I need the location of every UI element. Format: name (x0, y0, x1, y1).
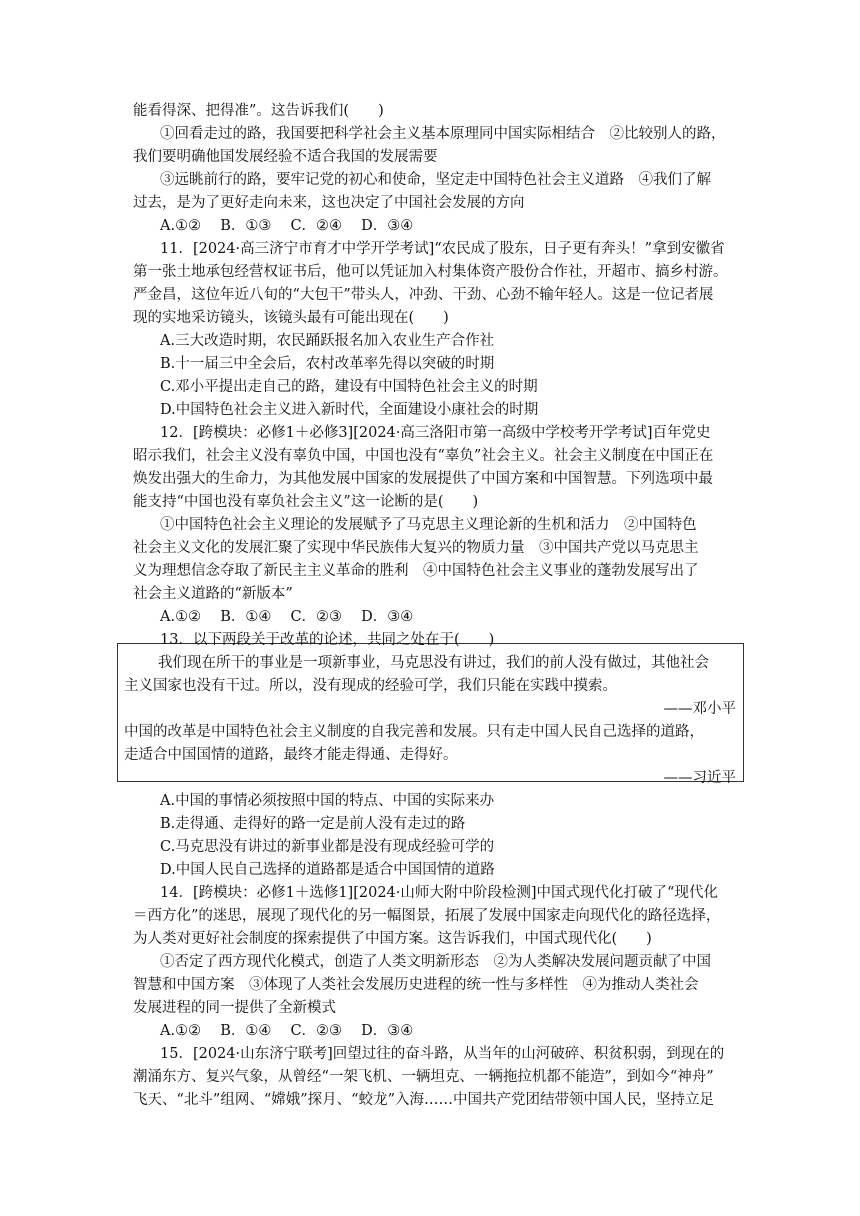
text-line: 主义国家也没有干过。所以，没有现成的经验可学，我们只能在实践中摸索。 (124, 678, 617, 694)
text-line: 现的实地采访镜头，该镜头最有可能出现在( ) (133, 310, 449, 326)
text-line: D.中国特色社会主义进入新时代，全面建设小康社会的时期 (160, 402, 539, 418)
text-line: 能看得深、把得准”。这告诉我们( ) (133, 103, 384, 119)
text-line: 13．以下两段关于改革的论述，共同之处在于( ) (160, 632, 495, 648)
text-line: ①中国特色社会主义理论的发展赋予了马克思主义理论新的生机和活力 ②中国特色 (160, 517, 697, 533)
text-line: 飞天、“北斗”组网、“嫦娥”探月、“蛟龙”入海……中国共产党团结带领中国人民，坚持立足 (133, 1092, 714, 1108)
text-line: 焕发出强大的生命力，为其他发展中国家的发展提供了中国方案和中国智慧。下列选项中最 (133, 471, 713, 487)
text-line: 昭示我们，社会主义没有辜负中国，中国也没有“辜负”社会主义。社会主义制度在中国正在 (133, 448, 714, 464)
text-line: 为人类对更好社会制度的探索提供了中国方案。这告诉我们，中国式现代化( ) (133, 931, 652, 947)
text-line: 过去，是为了更好走向未来，这也决定了中国社会发展的方向 (133, 195, 525, 211)
text-line: B.走得通、走得好的路一定是前人没有走过的路 (160, 816, 466, 832)
text-line: D.中国人民自己选择的道路都是适合中国国情的道路 (160, 862, 495, 878)
text-line: C.邓小平提出走自己的路，建设有中国特色社会主义的时期 (160, 379, 538, 395)
text-line: 走适合中国国情的道路，最终才能走得通、走得好。 (124, 747, 458, 763)
text-line: ——邓小平 (663, 701, 736, 717)
text-line: ——习近平 (663, 770, 736, 786)
text-line: 社会主义道路的“新版本” (133, 586, 293, 602)
text-line: A.①② B．①③ C．②④ D．③④ (160, 218, 414, 234)
text-line: 发展进程的同一提供了全新模式 (133, 1000, 336, 1016)
text-line: 社会主义文化的发展汇聚了实现中华民族伟大复兴的物质力量 ③中国共产党以马克思主 (133, 540, 699, 556)
text-line: 第一张土地承包经营权证书后，他可以凭证加入村集体资产股份合作社，开超市、搞乡村游。 (133, 264, 728, 280)
text-line: 我们要明确他国发展经验不适合我国的发展需要 (133, 149, 438, 165)
text-line: C.马克思没有讲过的新事业都是没有现成经验可学的 (160, 839, 495, 855)
text-line: 智慧和中国方案 ③体现了人类社会发展历史进程的统一性与多样性 ④为推动人类社会 (133, 977, 699, 993)
text-line: ①回看走过的路，我国要把科学社会主义基本原理同中国实际相结合 ②比较别人的路， (160, 126, 726, 142)
text-line: A.三大改造时期，农民踊跃报名加入农业生产合作社 (160, 333, 495, 349)
text-line: A.中国的事情必须按照中国的特点、中国的实际来办 (160, 793, 495, 809)
text-line: 严金昌，这位年近八旬的“大包干”带头人，冲劲、干劲、心劲不输年轻人。这是一位记者展 (133, 287, 714, 303)
text-line: ＝西方化”的迷思，展现了现代化的另一幅图景，拓展了发展中国家走向现代化的路径选择， (133, 908, 721, 924)
text-line: 义为理想信念夺取了新民主主义革命的胜利 ④中国特色社会主义事业的蓬勃发展写出了 (133, 563, 699, 579)
text-line: 12．[跨模块：必修1＋必修3][2024·高三洛阳市第一高级中学校考开学考试]百年党史 (160, 425, 711, 441)
text-line: A.①② B．①④ C．②③ D．③④ (160, 609, 414, 625)
text-line: 中国的改革是中国特色社会主义制度的自我完善和发展。只有走中国人民自己选择的道路， (124, 724, 704, 740)
text-line: A.①② B．①④ C．②③ D．③④ (160, 1023, 414, 1039)
text-line: 潮涌东方、复兴气象，从曾经“一架飞机、一辆坦克、一辆拖拉机都不能造”，到如今“神舟” (133, 1069, 714, 1085)
text-line: 能支持“中国也没有辜负社会主义”这一论断的是( ) (133, 494, 479, 510)
text-line: 11．[2024·高三济宁市育才中学开学考试]“农民成了股东，日子更有奔头！”拿到安徽省 (160, 241, 725, 257)
text-line: 我们现在所干的事业是一项新事业，马克思没有讲过，我们的前人没有做过，其他社会 (158, 655, 709, 671)
text-line: ①否定了西方现代化模式，创造了人类文明新形态 ②为人类解决发展问题贡献了中国 (160, 954, 711, 970)
text-line: 14．[跨模块：必修1＋选修1][2024·山师大附中阶段检测]中国式现代化打破了“现代化 (160, 885, 718, 901)
text-line: 15．[2024·山东济宁联考]回望过往的奋斗路，从当年的山河破碎、积贫积弱，到现在的 (160, 1046, 725, 1062)
text-line: B.十一届三中全会后，农村改革率先得以突破的时期 (160, 356, 495, 372)
text-line: ③远眺前行的路，要牢记党的初心和使命，坚定走中国特色社会主义道路 ④我们了解 (160, 172, 711, 188)
